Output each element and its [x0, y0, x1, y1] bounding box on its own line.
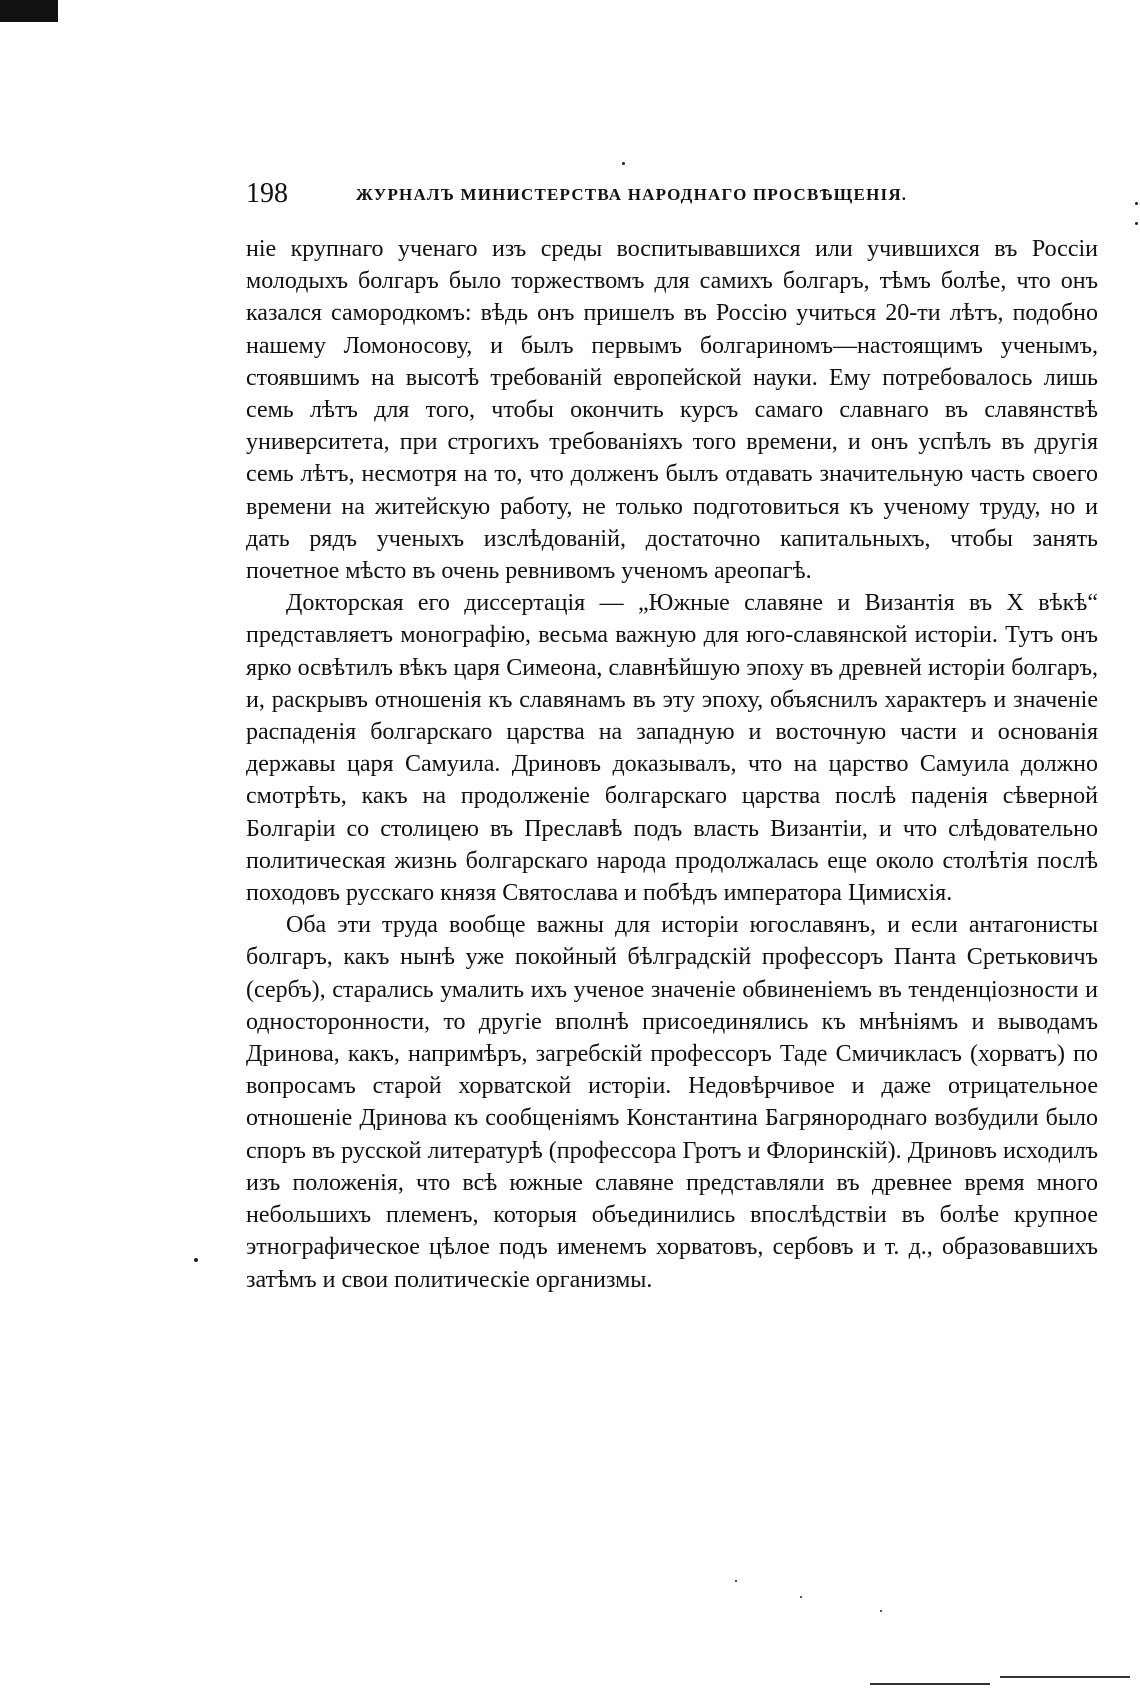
scan-speck [622, 162, 625, 165]
scan-edge-line [1000, 1676, 1130, 1678]
scan-speck [1135, 202, 1138, 205]
scan-speck [1135, 222, 1138, 225]
scan-speck [735, 1580, 737, 1582]
scan-speck [800, 1596, 802, 1598]
paragraph-2: Докторская его диссертація — „Южные славяне и Византія въ X вѣкѣ“ представляетъ монографію, весьма важную для юго-славянской исторіи. Тутъ онъ ярко освѣтилъ вѣкъ царя Симеона, славнѣйшую эпоху въ древней исторіи болгаръ, и, раскрывъ отношенія къ славянамъ въ эту эпоху, объяснилъ характеръ и значеніе распаденія болгарскаго царства на западную и восточную части и основанія державы царя Самуила. Дриновъ доказывалъ, что на царство Самуила должно смотрѣть, какъ на продолженіе болгарскаго царства послѣ паденія сѣверной Болгаріи со столицею въ Преславѣ подъ власть Византіи, и что слѣдовательно политическая жизнь болгарскаго народа продолжалась еще около столѣтія послѣ походовъ русскаго князя Святослава и побѣдъ императора Цимисхія. [246, 590, 1098, 907]
running-title: ЖУРНАЛЪ МИНИСТЕРСТВА НАРОДНАГО ПРОСВѢЩЕНІЯ. [356, 185, 908, 204]
body-text [246, 233, 1098, 1296]
page-number: 198 [246, 178, 288, 209]
scan-edge-line [870, 1683, 990, 1685]
scan-speck [194, 1258, 198, 1262]
page-header [246, 176, 926, 212]
scan-corner-mark [0, 0, 58, 22]
scan-speck [880, 1610, 882, 1612]
paragraph-3: Оба эти труда вообще важны для исторіи югославянъ, и если антагонисты болгаръ, какъ нынѣ уже покойный бѣлградскій профессоръ Панта Сретьковичъ (сербъ), старались умалить ихъ ученое значеніе обвиненіемъ въ тенденціозности и односторонности, то другіе вполнѣ присоединялись къ мнѣніямъ и выводамъ Дринова, какъ, напримѣръ, загребскій профессоръ Таде Смичикласъ (хорватъ) по вопросамъ старой хорватской исторіи. Недовѣрчивое и даже отрицательное отношеніе Дринова къ сообщеніямъ Константина Багрянороднаго возбудили было споръ въ русской литературѣ (профессора Гротъ и Флоринскій). Дриновъ исходилъ изъ положенія, что всѣ южные славяне представляли въ древнее время много небольшихъ племенъ, которыя объединились впослѣдствіи въ болѣе крупное этнографическое цѣлое подъ именемъ хорватовъ, сербовъ и т. д., образовавшихъ затѣмъ и свои политическіе организмы. [246, 912, 1098, 1293]
paragraph-1: ніе крупнаго ученаго изъ среды воспитывавшихся или учившихся въ Россіи молодыхъ болгаръ было торжествомъ для самихъ болгаръ, тѣмъ болѣе, что онъ казался самородкомъ: вѣдь онъ пришелъ въ Россію учиться 20-ти лѣтъ, подобно нашему Ломоносову, и былъ первымъ болгариномъ—настоящимъ ученымъ, стоявшимъ на высотѣ требованій европейской науки. Ему потребовалось лишь семь лѣтъ для того, чтобы окончить курсъ самаго славнаго въ славянствѣ университета, при строгихъ требованіяхъ того времени, и онъ успѣлъ въ другія семь лѣтъ, несмотря на то, что долженъ былъ отдавать значительную часть своего времени на житейскую работу, не только подготовиться къ ученому труду, но и дать рядъ ученыхъ изслѣдованій, достаточно капитальныхъ, чтобы занять почетное мѣсто въ очень ревнивомъ ученомъ ареопагѣ. [246, 236, 1098, 585]
